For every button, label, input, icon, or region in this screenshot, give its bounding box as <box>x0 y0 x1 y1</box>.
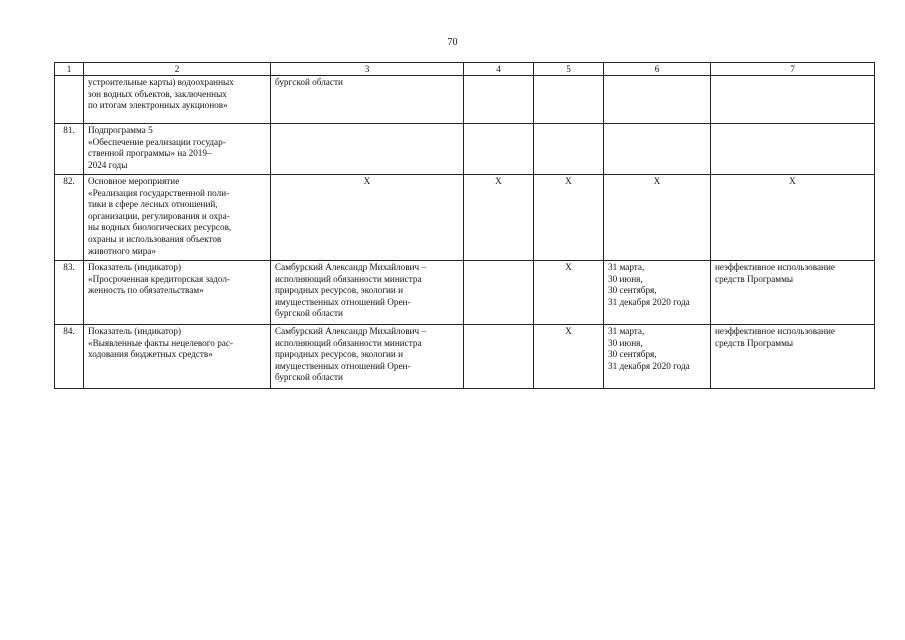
column-header: 6 <box>604 63 711 76</box>
activity-name-cell-line: «Выявленные факты нецелевого рас- <box>88 337 233 348</box>
activity-name-cell-line: Показатель (индикатор) <box>88 326 182 336</box>
responsible-person-cell-line: природных ресурсов, экологии и <box>275 349 404 360</box>
column-header: 5 <box>534 63 604 76</box>
row-number: 84. <box>55 325 84 389</box>
activity-name-cell-line: Показатель (индикатор) <box>88 262 182 272</box>
deadline-cell-line: 30 июня, <box>608 337 643 348</box>
activity-name-cell <box>84 175 271 261</box>
column-header: 3 <box>271 63 464 76</box>
column-4-cell <box>464 261 534 325</box>
activity-name-cell-line: по итогам электронных аукционов» <box>88 100 228 111</box>
activity-name-cell-line: животного мира» <box>88 245 156 256</box>
row-number: 82. <box>55 175 84 261</box>
table-row <box>55 76 875 124</box>
deadline-cell-line: 31 марта, <box>608 326 645 336</box>
column-4-cell: X <box>464 175 534 261</box>
activity-name-cell <box>84 124 271 175</box>
deadline-cell-line: 30 сентября, <box>608 349 657 360</box>
column-4-cell <box>464 124 534 175</box>
column-5-cell <box>534 76 604 124</box>
activity-name-cell-line: Подпрограмма 5 <box>88 125 153 135</box>
responsible-person-cell-line: бургской области <box>275 372 343 383</box>
responsible-person-cell-line: X <box>363 176 371 186</box>
page-number: 70 <box>447 37 458 48</box>
activity-name-cell-line: «Обеспечение реализации государ- <box>88 136 226 147</box>
deadline-cell-line: 30 июня, <box>608 273 643 284</box>
column-4-cell <box>464 76 534 124</box>
risk-cell <box>711 124 875 175</box>
responsible-person-cell-line: исполняющий обязанности министра <box>275 273 422 284</box>
responsible-person-cell <box>271 124 464 175</box>
activity-name-cell-line: ходования бюджетных средств» <box>88 349 213 360</box>
activity-name-cell <box>84 76 271 124</box>
activity-name-cell-line: тики в сфере лесных отношений, <box>88 199 218 210</box>
deadline-cell-line: 31 марта, <box>608 262 645 272</box>
activity-name-cell-line: «Реализация государственной поли- <box>88 187 230 198</box>
table-row <box>55 124 875 175</box>
column-4-cell <box>464 325 534 389</box>
responsible-person-cell-line: бургской области <box>275 77 343 87</box>
activity-name-cell <box>84 325 271 389</box>
activity-name-cell-line: устроительные карты) водоохранных <box>88 77 234 87</box>
column-5-cell: X <box>534 261 604 325</box>
table-row <box>55 175 875 261</box>
risk-cell <box>711 325 875 389</box>
deadline-cell <box>604 76 711 124</box>
activity-name-cell-line: женность по обязательствам» <box>88 285 204 296</box>
column-header: 4 <box>464 63 534 76</box>
responsible-person-cell-line: имущественных отношений Орен- <box>275 360 411 371</box>
activity-name-cell-line: ственной программы» на 2019– <box>88 148 212 159</box>
responsible-person-cell <box>271 76 464 124</box>
responsible-person-cell-line: Самбурский Александр Михайлович – <box>275 262 426 272</box>
responsible-person-cell-line: исполняющий обязанности министра <box>275 337 422 348</box>
activity-name-cell-line: организации, регулирования и охра- <box>88 210 230 221</box>
responsible-person-cell <box>271 261 464 325</box>
row-number: 81. <box>55 124 84 175</box>
table-row <box>55 261 875 325</box>
deadline-cell-line: X <box>653 176 661 186</box>
responsible-person-cell <box>271 325 464 389</box>
activity-name-cell-line: зон водных объектов, заключенных <box>88 88 227 99</box>
activity-name-cell-line: Основное мероприятие <box>88 176 180 186</box>
risk-cell-line: средств Программы <box>715 337 794 348</box>
responsible-person-cell-line: бургской области <box>275 308 343 319</box>
deadline-cell-line: 31 декабря 2020 года <box>608 360 690 371</box>
deadline-cell-line: 31 декабря 2020 года <box>608 296 690 307</box>
risk-cell <box>711 175 875 261</box>
activity-name-cell-line: ны водных биологических ресурсов, <box>88 222 232 233</box>
risk-cell-line: X <box>789 176 796 186</box>
deadline-cell <box>604 261 711 325</box>
deadline-cell <box>604 175 711 261</box>
column-header: 2 <box>84 63 271 76</box>
activity-name-cell-line: 2024 годы <box>88 159 128 170</box>
activity-name-cell <box>84 261 271 325</box>
column-header: 7 <box>711 63 875 76</box>
table-row <box>55 325 875 389</box>
column-5-cell: X <box>534 175 604 261</box>
risk-cell-line: неэффективное использование <box>715 326 835 336</box>
row-number: 83. <box>55 261 84 325</box>
deadline-cell <box>604 325 711 389</box>
responsible-person-cell-line: имущественных отношений Орен- <box>275 296 411 307</box>
column-5-cell <box>534 124 604 175</box>
responsible-person-cell-line: Самбурский Александр Михайлович – <box>275 326 426 336</box>
row-number <box>55 76 84 124</box>
activity-name-cell-line: «Просроченная кредиторская задол- <box>88 273 230 284</box>
activity-name-cell-line: охраны и использования объектов <box>88 233 222 244</box>
column-header: 1 <box>55 63 84 76</box>
column-number-row <box>55 63 875 76</box>
responsible-person-cell <box>271 175 464 261</box>
risk-cell-line: средств Программы <box>715 273 794 284</box>
column-5-cell: X <box>534 325 604 389</box>
deadline-cell-line: 30 сентября, <box>608 285 657 296</box>
program-table <box>54 62 875 389</box>
risk-cell <box>711 76 875 124</box>
deadline-cell <box>604 124 711 175</box>
risk-cell-line: неэффективное использование <box>715 262 835 272</box>
responsible-person-cell-line: природных ресурсов, экологии и <box>275 285 404 296</box>
risk-cell <box>711 261 875 325</box>
